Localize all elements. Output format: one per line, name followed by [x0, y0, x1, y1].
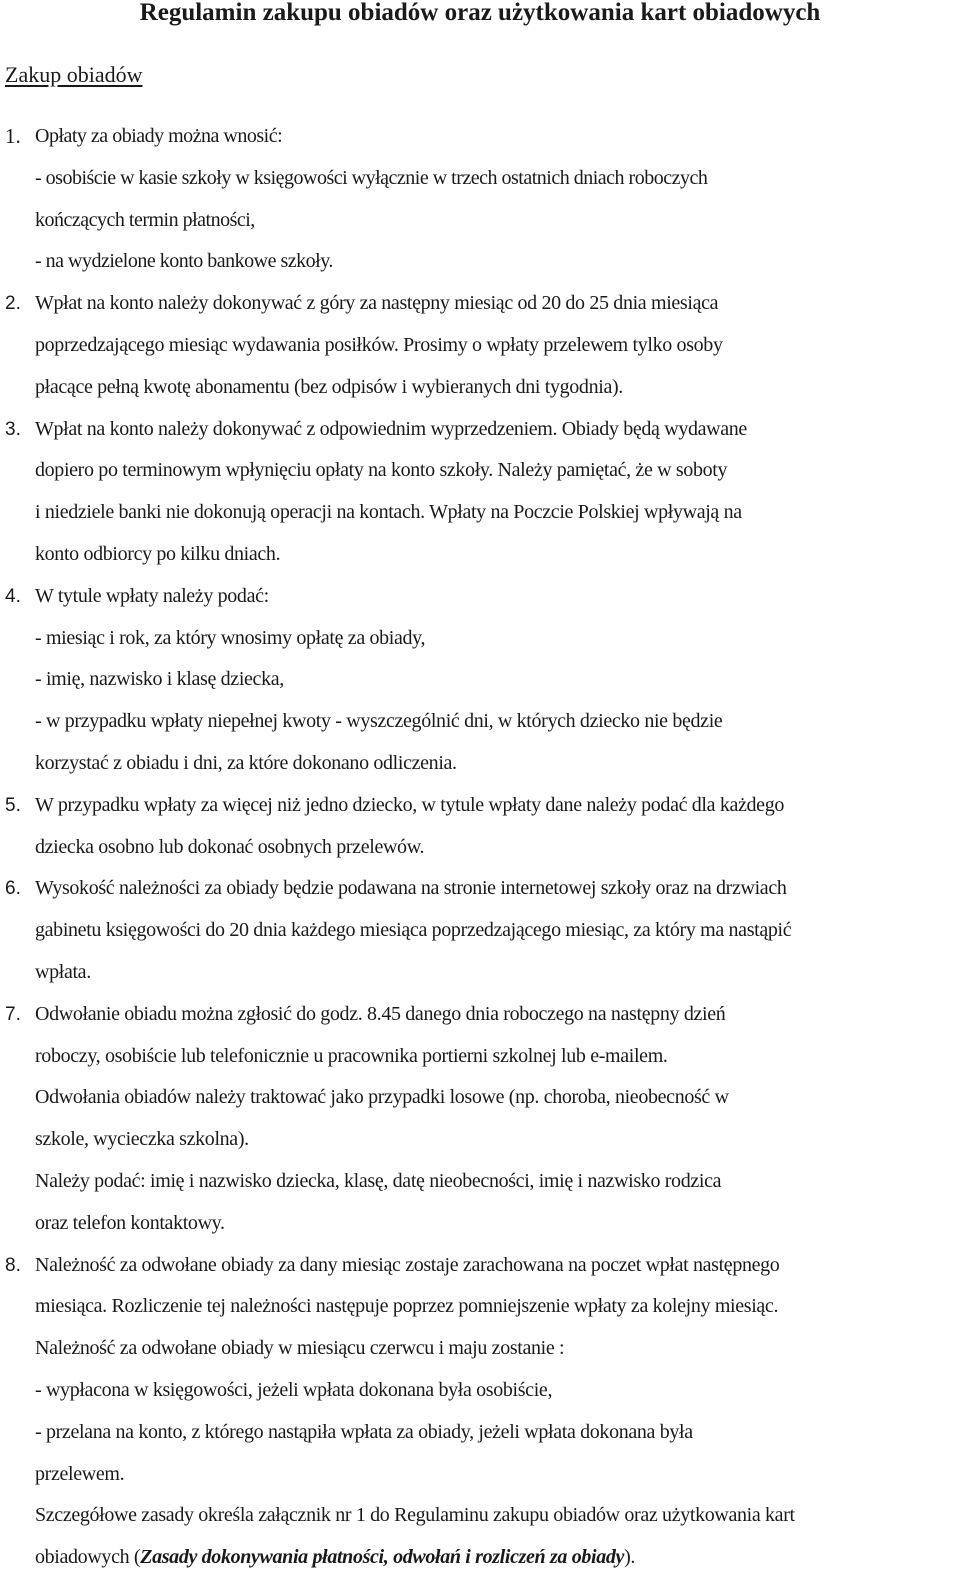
rule-number: 2. [5, 293, 21, 315]
rule-text-line: dopiero po terminowym wpłynięciu opłaty na konto szkoły. Należy pamiętać, że w soboty [35, 459, 728, 482]
rule-text-line: W tytule wpłaty należy podać: [35, 584, 269, 607]
rule-text-line: miesiąca. Rozliczenie tej należności następuje poprzez pomniejszenie wpłaty za kolejny miesiąc. [35, 1295, 779, 1318]
rule-text-line: konto odbiorcy po kilku dniach. [35, 542, 281, 565]
rule-text-line: kończących termin płatności, [35, 208, 255, 231]
rule-item [0, 868, 960, 993]
rule-text-line: oraz telefon kontaktowy. [35, 1211, 225, 1234]
rule-item [0, 283, 960, 408]
rule-text-line: Opłaty za obiady można wnosić: [35, 125, 283, 147]
rule-text-line: i niedziele banki nie dokonują operacji na kontach. Wpłaty na Poczcie Polskiej wpływają na [35, 501, 742, 524]
rule-text-line: - miesiąc i rok, za który wnosimy opłatę za obiady, [35, 626, 426, 649]
rule-number: 7. [5, 1003, 21, 1025]
rule-text-line [35, 1537, 956, 1579]
rule-text-line: - wypłacona w księgowości, jeżeli wpłata dokonana była osobiście, [35, 1378, 553, 1401]
attachment-title-emphasis: Zasady dokonywania płatności, odwołań i rozliczeń za obiady [140, 1546, 625, 1569]
rule-number: 4. [5, 585, 21, 607]
rule-text-line: Wpłat na konto należy dokonywać z góry za następny miesiąc od 20 do 25 dnia miesiąca [35, 292, 719, 315]
rule-text-line: roboczy, osobiście lub telefonicznie u pracownika portierni szkolnej lub e-mailem. [35, 1044, 668, 1067]
rule-item [0, 994, 960, 1245]
rules-list [0, 116, 960, 1579]
rule-text-line: Wpłat na konto należy dokonywać z odpowiednim wyprzedzeniem. Obiady będą wydawane [35, 417, 747, 440]
section-heading: Zakup obiadów [5, 62, 143, 87]
rule-text-line: Szczegółowe zasady określa załącznik nr 1 do Regulaminu zakupu obiadów oraz użytkowania kart [35, 1504, 795, 1527]
rule-text-line: Odwołania obiadów należy traktować jako przypadki losowe (np. choroba, nieobecność w [35, 1086, 729, 1109]
rule-text-line: - imię, nazwisko i klasę dziecka, [35, 668, 284, 691]
rule-number: 8. [5, 1254, 21, 1276]
rule-text-line: Należność za odwołane obiady za dany miesiąc zostaje zarachowana na poczet wpłat następnego [35, 1253, 780, 1276]
rule-text-line: - przelana na konto, z którego nastąpiła wpłata za obiady, jeżeli wpłata dokonana była [35, 1420, 693, 1443]
rule-text-line: Należy podać: imię i nazwisko dziecka, klasę, datę nieobecności, imię i nazwisko rodzica [35, 1169, 722, 1192]
rule-text-line: - na wydzielone konto bankowe szkoły. [35, 250, 333, 273]
rule-text-line: Odwołanie obiadu można zgłosić do godz. 8.45 danego dnia roboczego na następny dzień [35, 1002, 726, 1025]
rule-text-line: wpłata. [35, 960, 91, 983]
rule-number: 3. [5, 418, 21, 440]
rule-item [0, 1245, 960, 1579]
text-run: ). [624, 1546, 636, 1569]
rule-item [0, 409, 960, 576]
rule-text-line: szkole, wycieczka szkolna). [35, 1128, 249, 1151]
rule-text-line: dziecka osobno lub dokonać osobnych przelewów. [35, 835, 425, 858]
rule-item [0, 785, 960, 869]
rule-text-line: Wysokość należności za obiady będzie podawana na stronie internetowej szkoły oraz na drzwiach [35, 877, 787, 900]
rule-number: 1. [5, 124, 21, 148]
rule-text-line: płacące pełną kwotę abonamentu (bez odpisów i wybieranych dni tygodnia). [35, 375, 623, 398]
document-title: Regulamin zakupu obiadów oraz użytkowania kart obiadowych [139, 0, 821, 26]
rule-item [0, 116, 960, 283]
rule-text-line: - osobiście w kasie szkoły w księgowości wyłącznie w trzech ostatnich dniach roboczych [35, 166, 708, 189]
rule-number: 5. [5, 794, 21, 816]
rule-text-line: W przypadku wpłaty za więcej niż jedno dziecko, w tytule wpłaty dane należy podać dla każdego [35, 793, 784, 816]
text-run: obiadowych ( [35, 1546, 141, 1569]
rule-text-line: poprzedzającego miesiąc wydawania posiłków. Prosimy o wpłaty przelewem tylko osoby [35, 333, 723, 356]
rule-number: 6. [5, 878, 21, 900]
rule-item [0, 576, 960, 785]
rule-text-line: gabinetu księgowości do 20 dnia każdego miesiąca poprzedzającego miesiąc, za który ma nastąpić [35, 919, 792, 942]
rule-text-line: przelewem. [35, 1462, 125, 1485]
rule-text-line: korzystać z obiadu i dni, za które dokonano odliczenia. [35, 751, 457, 774]
rule-text-line: Należność za odwołane obiady w miesiącu czerwcu i maju zostanie : [35, 1337, 565, 1360]
rule-text-line: - w przypadku wpłaty niepełnej kwoty - wyszczególnić dni, w których dziecko nie będzie [35, 710, 723, 733]
